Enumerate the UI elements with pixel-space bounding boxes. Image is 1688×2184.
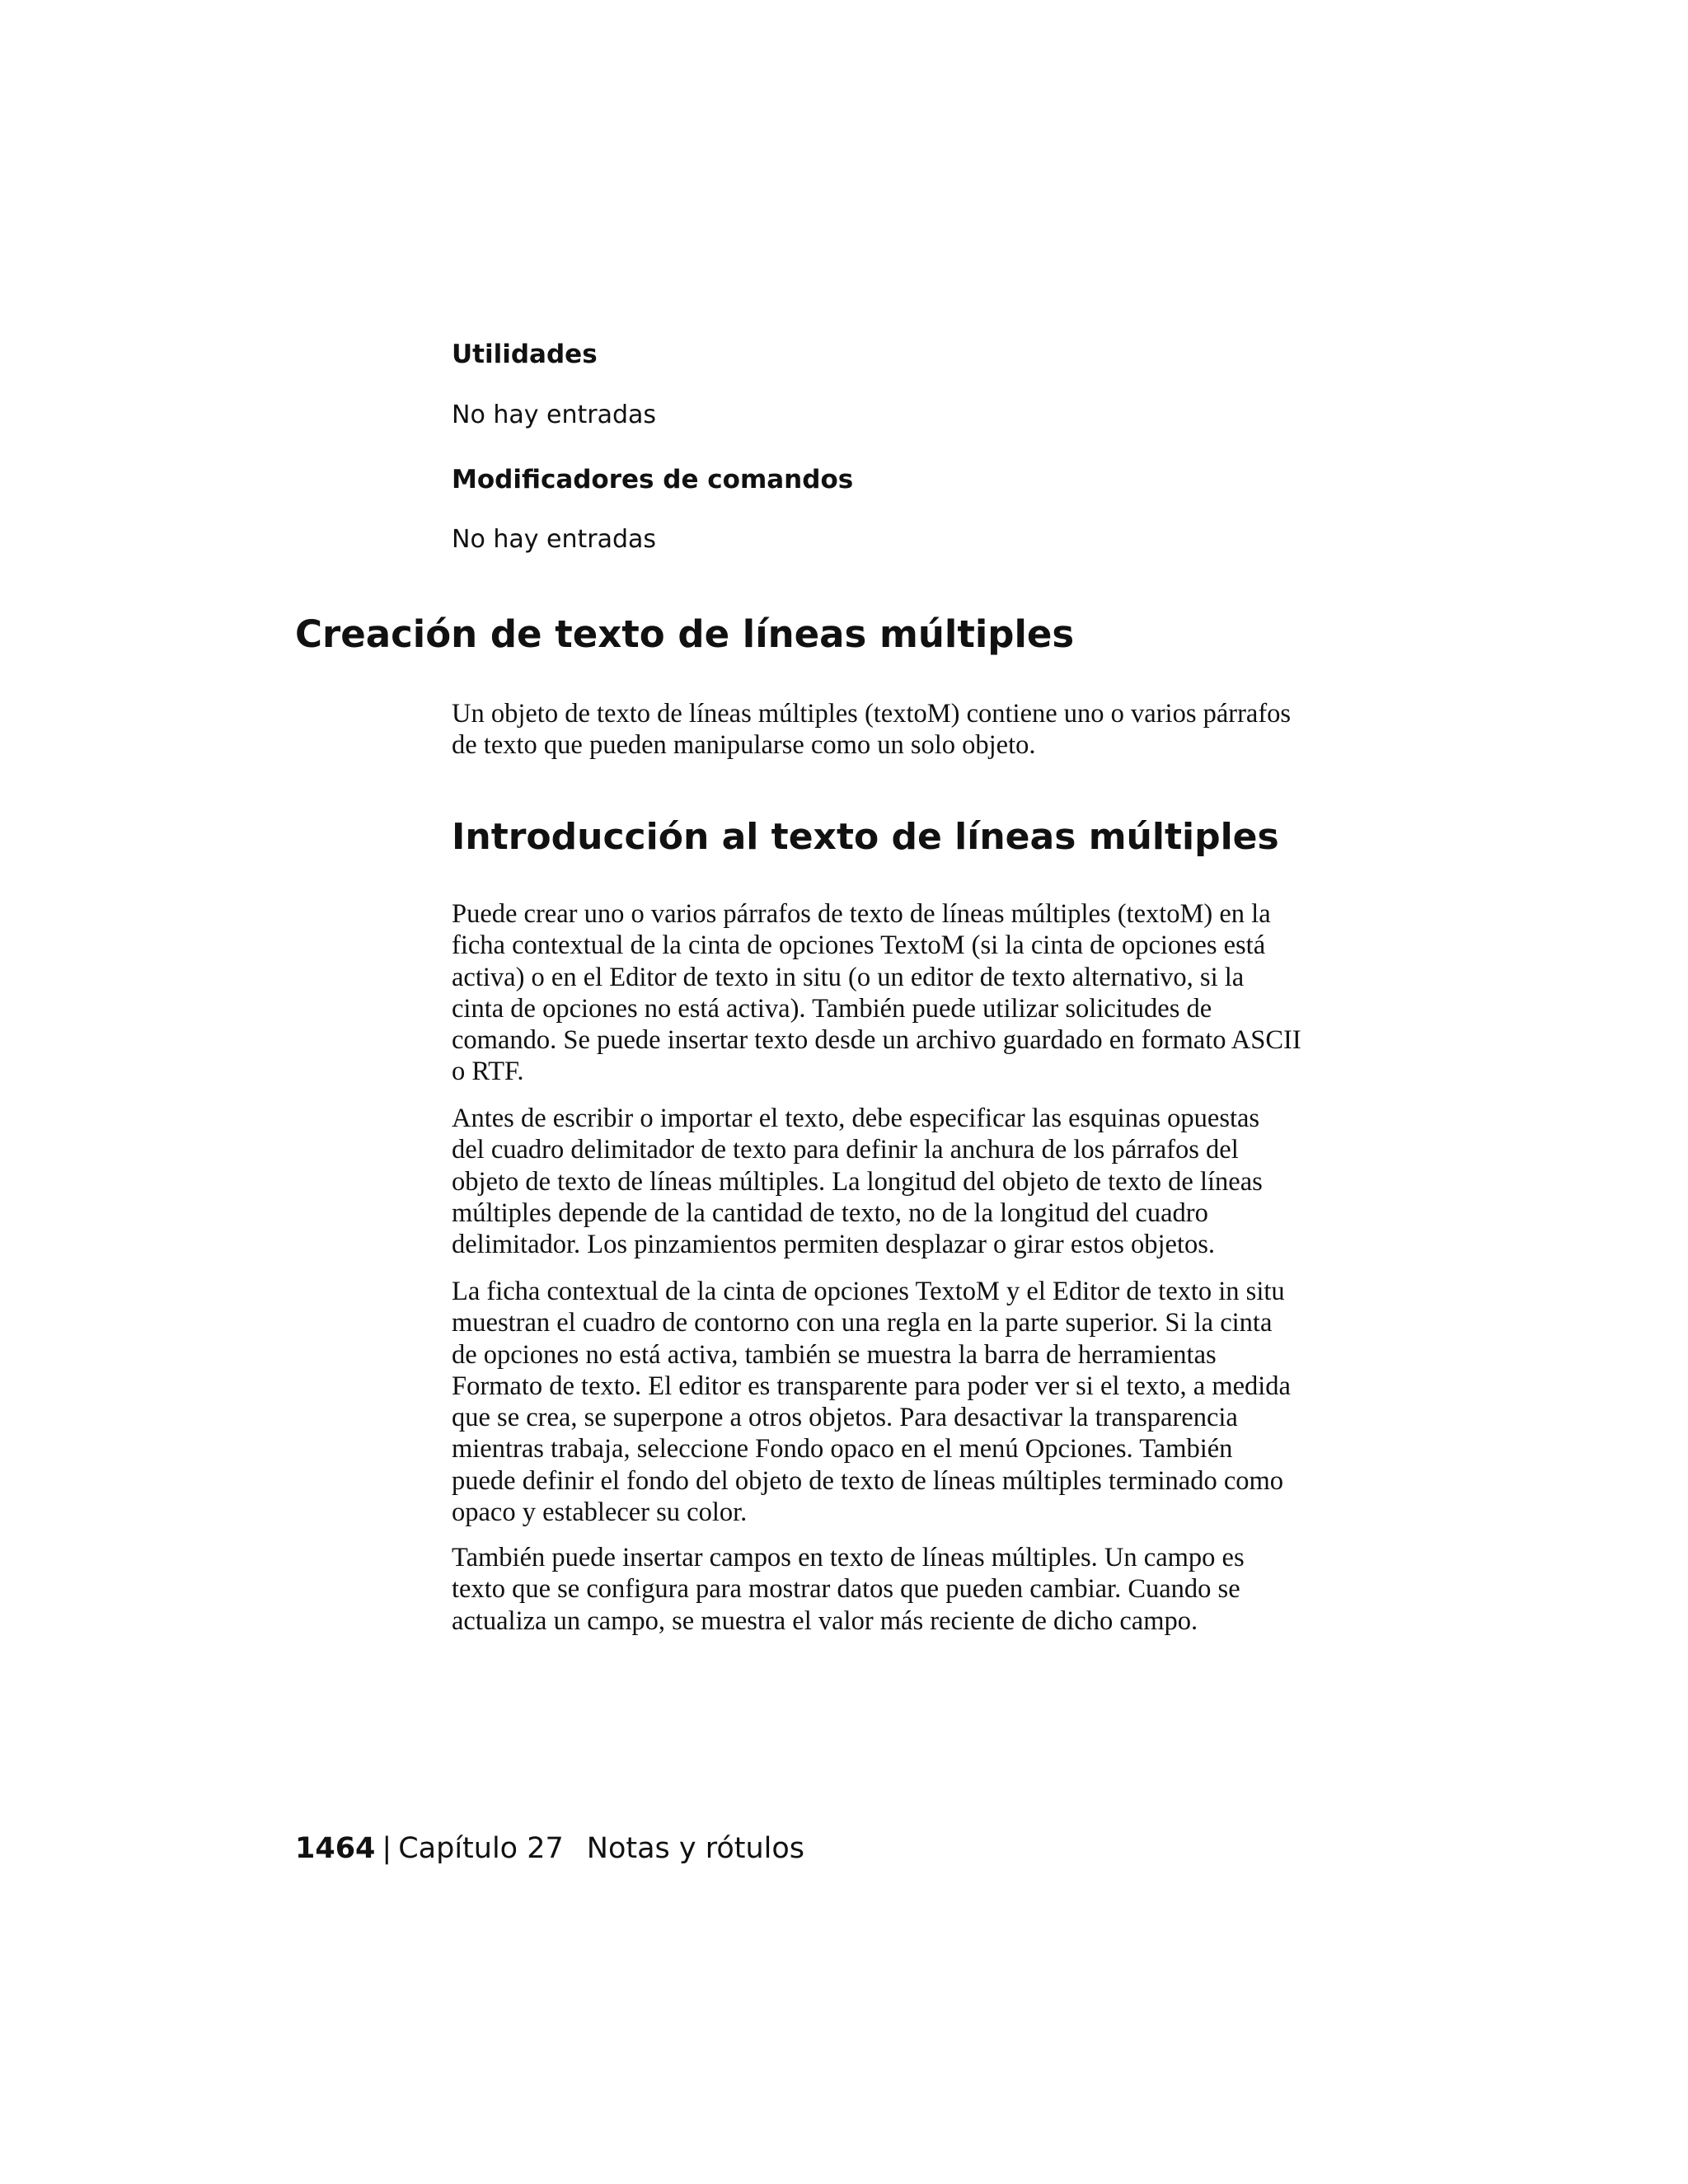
paragraph-3 bbox=[452, 1276, 1338, 1528]
paragraph-line: Puede crear uno o varios párrafos de texto de líneas múltiples (textoM) en la bbox=[452, 899, 1271, 929]
paragraph-line: cinta de opciones no está activa). También puede utilizar solicitudes de bbox=[452, 993, 1212, 1024]
paragraph-line: actualiza un campo, se muestra el valor más reciente de dicho campo. bbox=[452, 1605, 1198, 1636]
paragraph-line: activa) o en el Editor de texto in situ (o un editor de texto alternativo, si la bbox=[452, 962, 1245, 992]
paragraph-line: opaco y establecer su color. bbox=[452, 1497, 748, 1528]
utilidades-heading: Utilidades bbox=[452, 340, 598, 369]
paragraph-4 bbox=[452, 1542, 1338, 1637]
paragraph-line: puede definir el fondo del objeto de texto de líneas múltiples terminado como bbox=[452, 1465, 1284, 1496]
paragraph-line: La ficha contextual de la cinta de opciones TextoM y el Editor de texto in situ bbox=[452, 1277, 1285, 1306]
paragraph-line: ficha contextual de la cinta de opciones TextoM (si la cinta de opciones está bbox=[452, 930, 1266, 961]
paragraph-line: de opciones no está activa, también se muestra la barra de herramientas bbox=[452, 1339, 1217, 1370]
utilidades-value: No hay entradas bbox=[452, 401, 657, 429]
paragraph-line: delimitador. Los pinzamientos permiten desplazar o girar estos objetos. bbox=[452, 1230, 1216, 1260]
intro-line: de texto que pueden manipularse como un solo objeto. bbox=[452, 730, 1036, 761]
page-number: 1464 bbox=[295, 1832, 376, 1865]
intro-line: Un objeto de texto de líneas múltiples (textoM) contiene uno o varios párrafos bbox=[452, 699, 1292, 729]
chapter-label: Capítulo 27 bbox=[398, 1832, 564, 1865]
paragraph-line: También puede insertar campos en texto de líneas múltiples. Un campo es bbox=[452, 1543, 1245, 1572]
main-heading: Creación de texto de líneas múltiples bbox=[295, 612, 1075, 656]
paragraph-line: objeto de texto de líneas múltiples. La longitud del objeto de texto de líneas bbox=[452, 1166, 1263, 1197]
paragraph-2 bbox=[452, 1103, 1338, 1260]
modificadores-heading: Modificadores de comandos bbox=[452, 465, 854, 494]
modificadores-value: No hay entradas bbox=[452, 525, 657, 554]
paragraph-line: muestran el cuadro de contorno con una regla en la parte superior. Si la cinta bbox=[452, 1308, 1273, 1338]
chapter-title: Notas y rótulos bbox=[586, 1832, 805, 1865]
page-footer bbox=[295, 1832, 804, 1865]
intro-paragraph bbox=[452, 698, 1338, 762]
paragraph-line: texto que se configura para mostrar datos que pueden cambiar. Cuando se bbox=[452, 1574, 1240, 1605]
sub-heading: Introducción al texto de líneas múltiples bbox=[452, 816, 1279, 858]
paragraph-line: o RTF. bbox=[452, 1057, 524, 1087]
paragraph-line: que se crea, se superpone a otros objetos. Para desactivar la transparencia bbox=[452, 1403, 1238, 1433]
paragraph-line: Antes de escribir o importar el texto, debe especificar las esquinas opuestas bbox=[452, 1104, 1260, 1133]
paragraph-line: múltiples depende de la cantidad de texto, no de la longitud del cuadro bbox=[452, 1197, 1208, 1228]
paragraph-line: del cuadro delimitador de texto para definir la anchura de los párrafos del bbox=[452, 1135, 1239, 1165]
paragraph-line: mientras trabaja, seleccione Fondo opaco en el menú Opciones. También bbox=[452, 1434, 1233, 1465]
paragraph-line: comando. Se puede insertar texto desde un archivo guardado en formato ASCII bbox=[452, 1025, 1301, 1056]
footer-separator: | bbox=[382, 1832, 392, 1865]
paragraph-line: Formato de texto. El editor es transparente para poder ver si el texto, a medida bbox=[452, 1371, 1291, 1401]
paragraph-1 bbox=[452, 898, 1338, 1088]
